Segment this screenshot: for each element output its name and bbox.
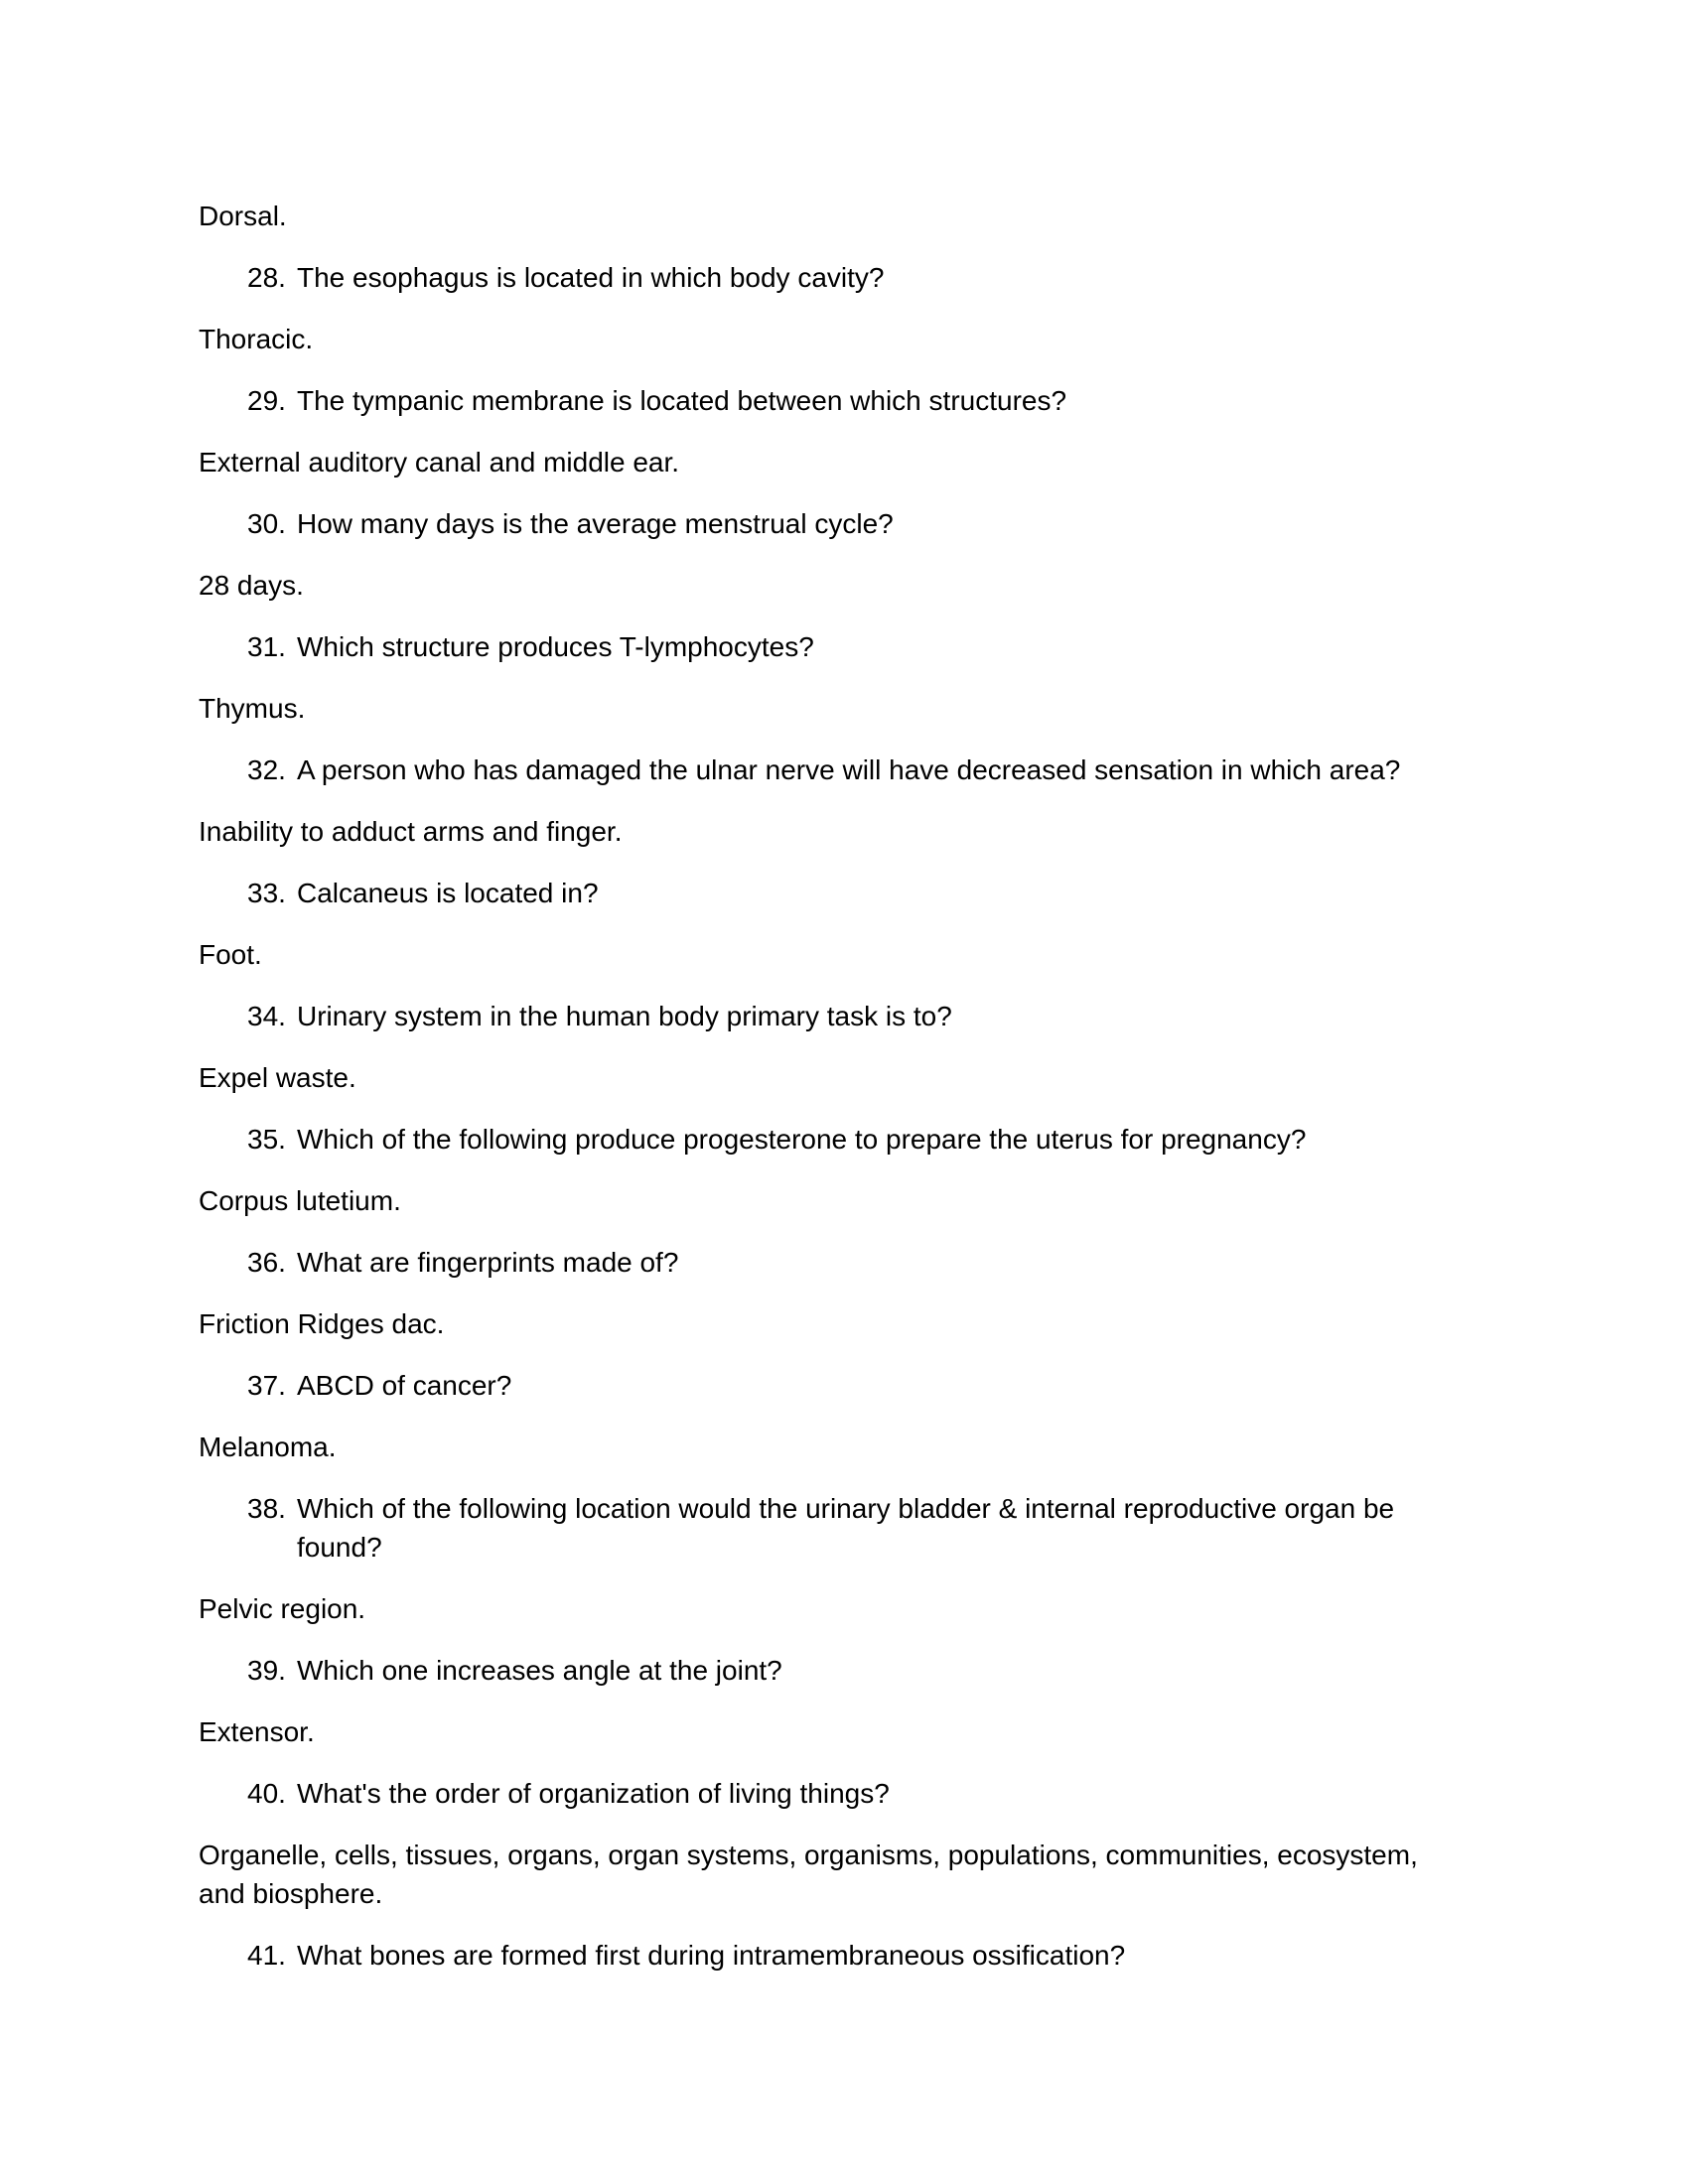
answer-text: Corpus lutetium. [199, 1185, 401, 1216]
question-item [199, 1120, 1470, 1159]
question-item [199, 381, 1470, 420]
question-number: 33. [247, 878, 286, 908]
question-number: 38. [247, 1493, 286, 1524]
question-text: Which one increases angle at the joint? [297, 1655, 782, 1686]
question-text: The esophagus is located in which body cavity? [297, 262, 885, 293]
answer-text: Friction Ridges dac. [199, 1308, 445, 1339]
answer-text: Thymus. [199, 693, 306, 724]
question-item [199, 751, 1470, 789]
question-item [199, 1366, 1470, 1405]
question-number: 39. [247, 1655, 286, 1686]
question-text: What bones are formed first during intramembraneous ossification? [297, 1940, 1126, 1971]
question-text: Urinary system in the human body primary task is to? [297, 1001, 952, 1031]
answer-text: Organelle, cells, tissues, organs, organ systems, organisms, populations, communities, ecosystem, and biosphere. [199, 1840, 1418, 1909]
question-text: Calcaneus is located in? [297, 878, 599, 908]
question-number: 37. [247, 1370, 286, 1401]
question-item [199, 1774, 1470, 1813]
question-item [199, 258, 1470, 297]
answer-text: External auditory canal and middle ear. [199, 447, 680, 478]
question-item [199, 1243, 1470, 1282]
question-number: 36. [247, 1247, 286, 1278]
question-number: 41. [247, 1940, 286, 1971]
question-number: 29. [247, 385, 286, 416]
question-item [199, 627, 1470, 666]
question-number: 30. [247, 508, 286, 539]
question-text: ABCD of cancer? [297, 1370, 512, 1401]
question-text: The tympanic membrane is located between which structures? [297, 385, 1067, 416]
question-text: A person who has damaged the ulnar nerve will have decreased sensation in which area? [297, 754, 1401, 785]
question-text: What are fingerprints made of? [297, 1247, 679, 1278]
question-number: 32. [247, 754, 286, 785]
question-text: Which of the following location would the urinary bladder & internal reproductive organ be found? [297, 1493, 1395, 1563]
document-body [199, 197, 1470, 1997]
answer-text: Melanoma. [199, 1432, 337, 1462]
answer-text: 28 days. [199, 570, 304, 601]
answer-text: Expel waste. [199, 1062, 356, 1093]
question-number: 31. [247, 631, 286, 662]
question-item [199, 1936, 1470, 1975]
answer-text: Inability to adduct arms and finger. [199, 816, 623, 847]
question-text: Which structure produces T-lymphocytes? [297, 631, 814, 662]
answer-text: Pelvic region. [199, 1593, 366, 1624]
question-number: 35. [247, 1124, 286, 1155]
question-item [199, 1651, 1470, 1690]
question-text: How many days is the average menstrual cycle? [297, 508, 894, 539]
answer-text: Dorsal. [199, 201, 287, 231]
question-number: 40. [247, 1778, 286, 1809]
question-text: Which of the following produce progesterone to prepare the uterus for pregnancy? [297, 1124, 1307, 1155]
answer-text: Thoracic. [199, 324, 314, 354]
question-item [199, 1489, 1470, 1567]
question-item [199, 874, 1470, 912]
answer-text: Foot. [199, 939, 262, 970]
question-item [199, 504, 1470, 543]
question-number: 28. [247, 262, 286, 293]
answer-text: Extensor. [199, 1716, 315, 1747]
question-item [199, 997, 1470, 1035]
question-text: What's the order of organization of living things? [297, 1778, 890, 1809]
question-number: 34. [247, 1001, 286, 1031]
